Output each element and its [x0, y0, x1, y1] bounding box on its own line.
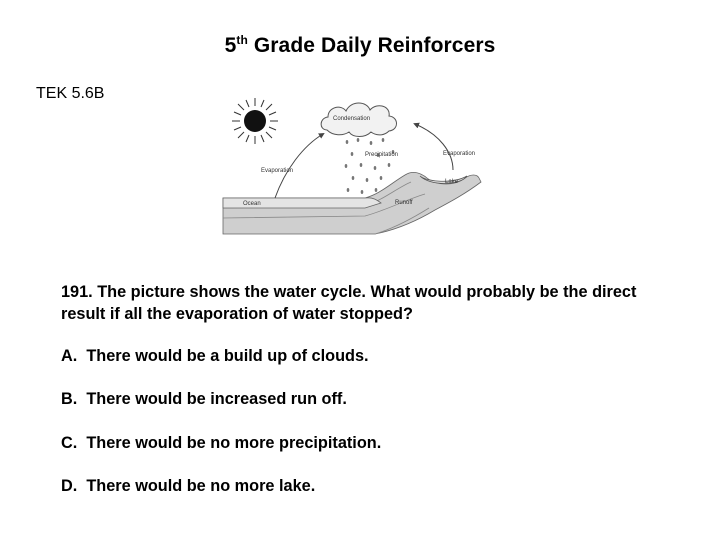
lake-label: Lake	[445, 179, 459, 185]
raindrop-icon	[345, 138, 395, 194]
tek-code: TEK 5.6B	[36, 85, 105, 102]
precipitation-label: Precipitation	[365, 152, 399, 158]
evaporation-left-label: Evaporation	[261, 168, 294, 174]
answer-option-b: B. There would be increased run off.	[61, 390, 347, 409]
sun-icon	[232, 98, 278, 144]
answer-option-a: A. There would be a build up of clouds.	[61, 347, 369, 365]
answer-option-c: C. There would be no more precipitation.	[61, 433, 382, 452]
runoff-label: Runoff	[395, 200, 413, 206]
evaporation-right-label: Evaporation	[443, 151, 476, 157]
condensation-label: Condensation	[333, 116, 371, 122]
question-stem: 191. The picture shows the water cycle. What would probably be the direct result if all the evaporation of water stopped?	[61, 283, 637, 323]
answer-option-d: D. There would be no more lake.	[61, 476, 316, 495]
title-superscript: th	[236, 33, 248, 47]
water-cycle-diagram	[215, 90, 515, 240]
question-block	[61, 282, 681, 519]
page-title: 5th Grade Daily Reinforcers	[224, 33, 496, 57]
ocean-label: Ocean	[243, 201, 261, 207]
